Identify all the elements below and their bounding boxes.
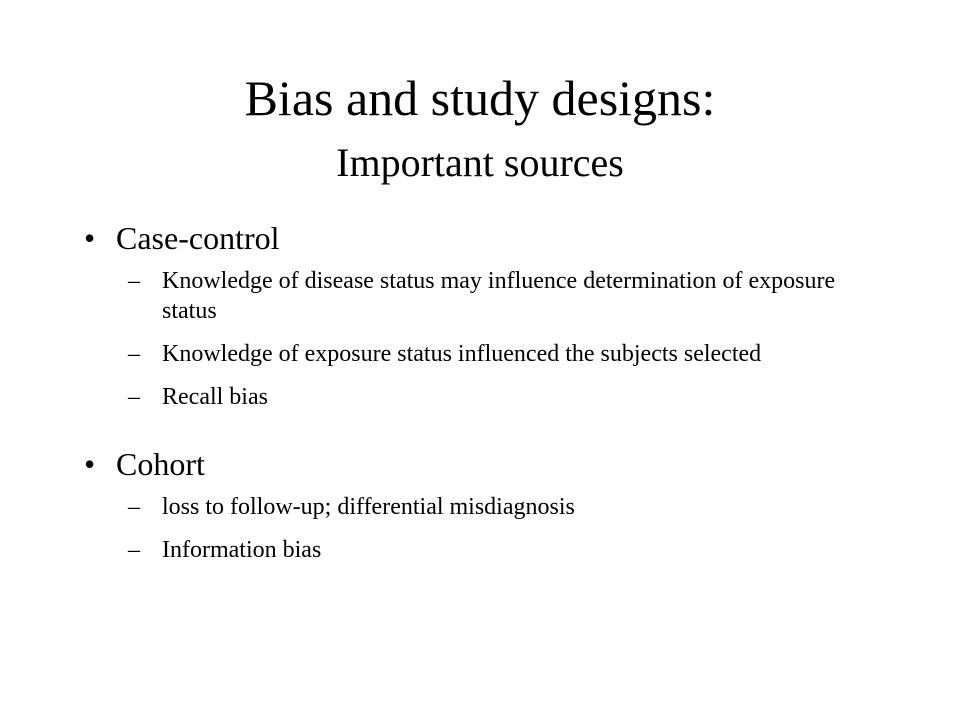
sub-item [84, 382, 884, 412]
sub-list [84, 492, 884, 565]
section-case-control [84, 214, 884, 412]
sub-item-text: Recall bias [162, 384, 268, 410]
sub-item [84, 492, 884, 522]
bullet-dot-icon: • [84, 446, 96, 482]
sub-item [84, 535, 884, 565]
sub-item-text: Knowledge of disease status may influence determination of exposure status [162, 268, 836, 324]
bullet-item [84, 440, 884, 488]
dash-icon: – [128, 537, 140, 563]
bullet-heading: Case-control [116, 220, 280, 256]
bullet-dot-icon: • [84, 220, 96, 256]
sub-item-text: loss to follow-up; differential misdiagnosis [162, 494, 575, 520]
dash-icon: – [128, 494, 140, 520]
bullet-heading: Cohort [116, 446, 205, 482]
sub-item [84, 339, 884, 369]
sub-list [84, 266, 884, 412]
bullet-list [84, 214, 884, 578]
dash-icon: – [128, 341, 140, 367]
section-cohort [84, 440, 884, 565]
sub-item-text: Knowledge of exposure status influenced the subjects selected [162, 341, 762, 367]
sub-item [84, 266, 884, 326]
dash-icon: – [128, 384, 140, 410]
slide-subtitle: Important sources [336, 140, 624, 185]
sub-item-text: Information bias [162, 537, 322, 563]
dash-icon: – [128, 268, 140, 294]
slide-title: Bias and study designs: [244, 70, 716, 126]
bullet-item [84, 214, 884, 262]
